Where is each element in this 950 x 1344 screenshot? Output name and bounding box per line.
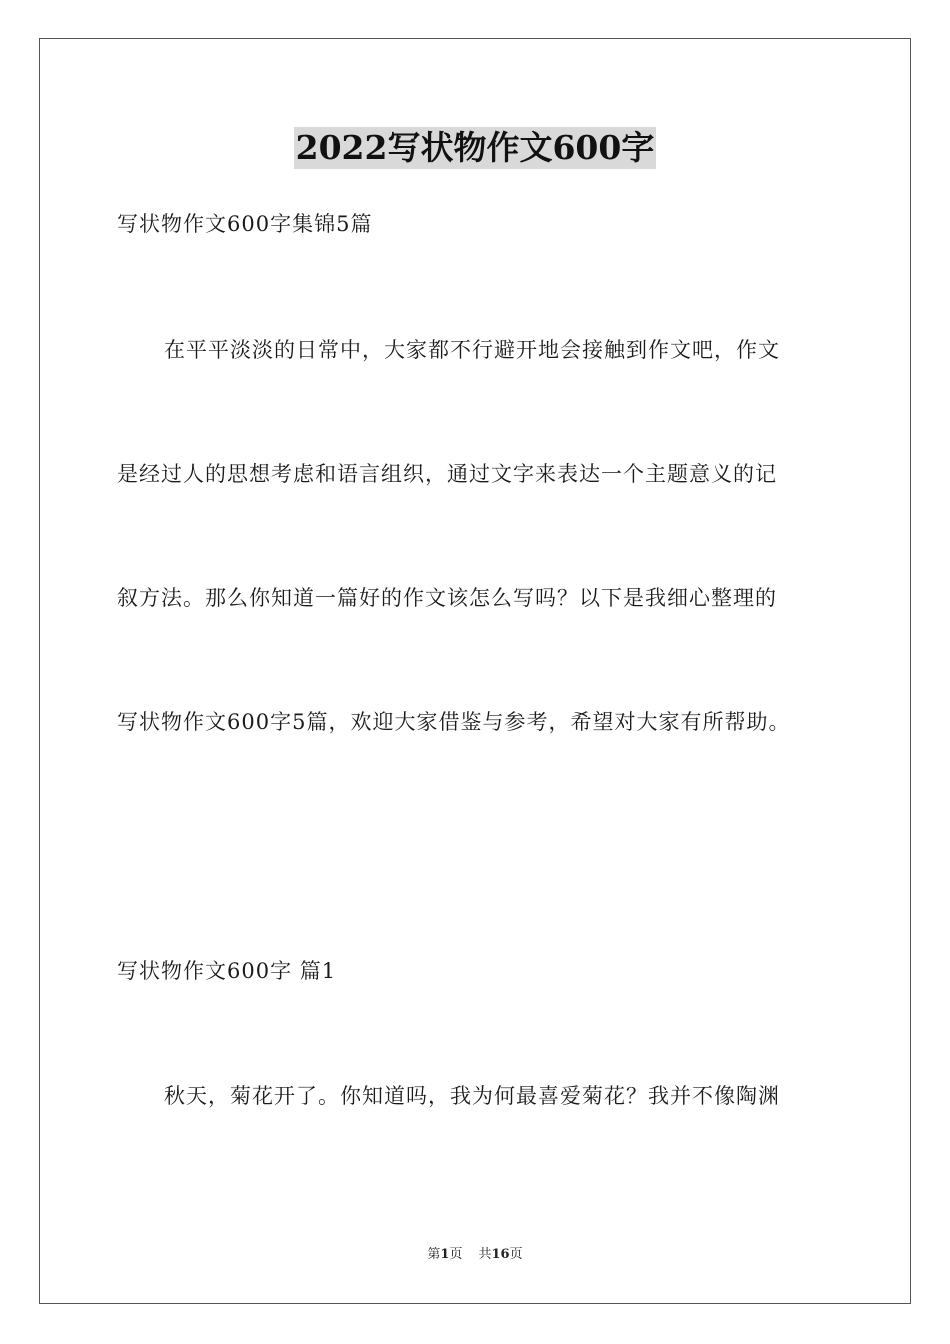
footer-total-suffix: 页 bbox=[509, 1247, 523, 1262]
footer-page-number: 1 bbox=[440, 1247, 450, 1262]
footer-total-prefix: 共 bbox=[478, 1247, 492, 1262]
intro-line-4: 写状物作文600字5篇，欢迎大家借鉴与参考，希望对大家有所帮助。 bbox=[117, 710, 791, 734]
document-title: 2022写状物作文600字 bbox=[295, 128, 655, 167]
document-subtitle: 写状物作文600字集锦5篇 bbox=[117, 212, 373, 236]
section-heading: 写状物作文600字 篇1 bbox=[117, 959, 337, 983]
section-line-1: 秋天，菊花开了。你知道吗，我为何最喜爱菊花？我并不像陶渊 bbox=[164, 1084, 780, 1108]
title-container bbox=[0, 127, 950, 169]
footer-page-suffix: 页 bbox=[449, 1247, 463, 1262]
intro-line-3: 叙方法。那么你知道一篇好的作文该怎么写吗？以下是我细心整理的 bbox=[117, 586, 777, 610]
footer-page-prefix: 第 bbox=[427, 1247, 441, 1262]
page-footer bbox=[0, 1246, 950, 1264]
intro-line-1: 在平平淡淡的日常中，大家都不行避开地会接触到作文吧，作文 bbox=[164, 338, 780, 362]
intro-line-2: 是经过人的思想考虑和语言组织，通过文字来表达一个主题意义的记 bbox=[117, 462, 777, 486]
footer-total-pages: 16 bbox=[491, 1247, 510, 1262]
